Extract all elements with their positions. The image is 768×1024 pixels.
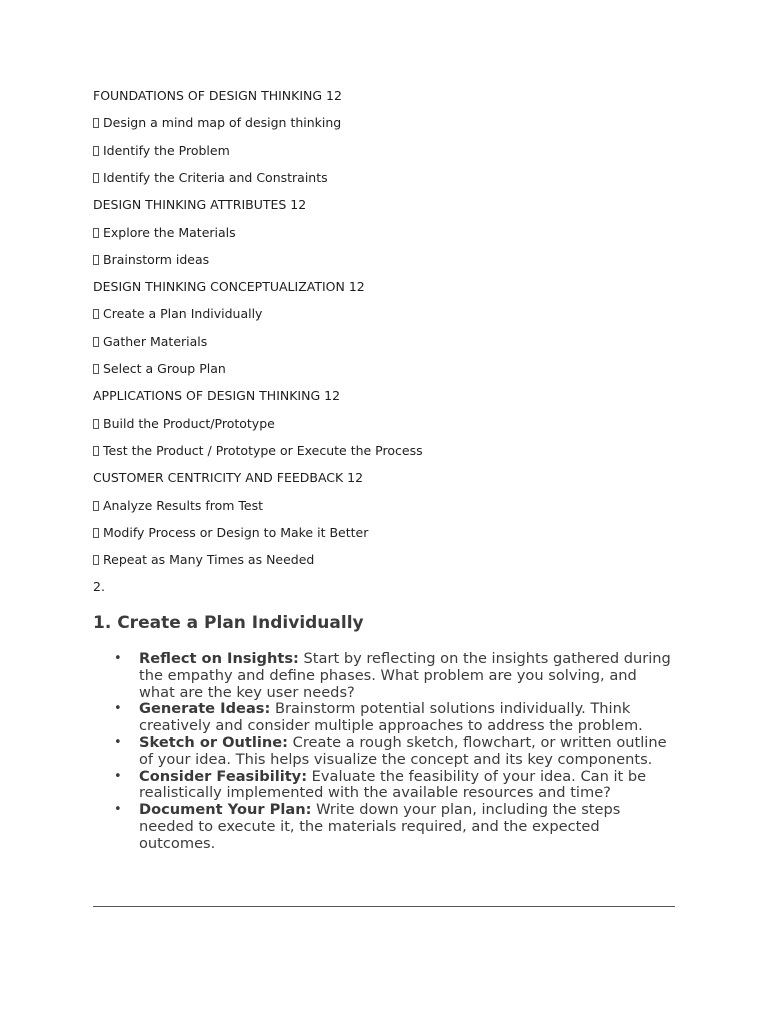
- missing-glyph-box-icon: [93, 309, 99, 319]
- missing-glyph-box-icon: [93, 528, 99, 538]
- outline-text: DESIGN THINKING ATTRIBUTES 12: [93, 197, 307, 213]
- outline-text: Repeat as Many Times as Needed: [103, 552, 315, 568]
- outline-item: [93, 443, 423, 459]
- outline-heading: [93, 197, 306, 213]
- outline-text: Build the Product/Prototype: [103, 415, 275, 431]
- missing-glyph-box-icon: [93, 501, 99, 511]
- outline-heading: [93, 88, 342, 104]
- bullet-icon: •: [114, 651, 122, 666]
- missing-glyph-box-icon: [93, 173, 99, 183]
- plan-step-description: Brainstorm potential solutions individually. Think creatively and consider multiple approaches to address the problem.: [139, 700, 643, 735]
- plan-step-term: Generate Ideas:: [139, 700, 271, 718]
- outline-text: CUSTOMER CENTRICITY AND FEEDBACK 12: [93, 470, 364, 486]
- missing-glyph-box-icon: [93, 146, 99, 156]
- outline-heading: [93, 388, 340, 404]
- plan-step-description: Write down your plan, including the steps needed to execute it, the materials required, and the expected outcomes.: [139, 801, 621, 852]
- plan-step-item: [93, 701, 673, 735]
- outline-text: Test the Product / Prototype or Execute the Process: [103, 442, 423, 458]
- outline-item: [93, 525, 368, 541]
- plan-step-item: [93, 651, 673, 701]
- plan-step-item: [93, 802, 673, 852]
- outline-item: [93, 552, 314, 568]
- plan-step-term: Sketch or Outline:: [139, 733, 289, 751]
- missing-glyph-box-icon: [93, 118, 99, 128]
- missing-glyph-box-icon: [93, 446, 99, 456]
- outline-text: Modify Process or Design to Make it Better: [103, 524, 369, 540]
- outline-text: Analyze Results from Test: [103, 497, 264, 513]
- outline-text: Design a mind map of design thinking: [103, 115, 342, 131]
- outline-item: [93, 225, 236, 241]
- missing-glyph-box-icon: [93, 419, 99, 429]
- outline-text: Explore the Materials: [103, 224, 236, 240]
- outline-text: Select a Group Plan: [103, 361, 226, 376]
- outline-heading: [93, 470, 363, 486]
- outline-item: [93, 115, 341, 131]
- outline-text: DESIGN THINKING CONCEPTUALIZATION 12: [93, 279, 365, 295]
- outline-item: [93, 498, 263, 514]
- outline-item: [93, 334, 207, 350]
- outline-heading: [93, 579, 105, 595]
- plan-step-term: Consider Feasibility:: [139, 767, 308, 785]
- bullet-icon: •: [114, 734, 122, 750]
- plan-steps-list: [93, 651, 673, 853]
- outline-text: Gather Materials: [103, 333, 208, 349]
- plan-step-item: [93, 735, 673, 769]
- outline-text: Identify the Problem: [103, 142, 230, 158]
- plan-step-term: Reflect on Insights:: [139, 650, 299, 667]
- outline-text: 2.: [93, 579, 105, 595]
- bullet-icon: •: [114, 701, 122, 717]
- bullet-icon: •: [114, 802, 122, 818]
- outline-text: Create a Plan Individually: [103, 306, 263, 322]
- horizontal-rule: [93, 906, 675, 907]
- outline-item: [93, 416, 275, 432]
- outline-text: APPLICATIONS OF DESIGN THINKING 12: [93, 388, 341, 404]
- outline-heading: [93, 279, 365, 295]
- missing-glyph-box-icon: [93, 364, 99, 374]
- outline-item: [93, 306, 262, 322]
- outline-item: [93, 252, 209, 268]
- missing-glyph-box-icon: [93, 555, 99, 565]
- outline-text: Identify the Criteria and Constraints: [103, 169, 328, 185]
- plan-step-item: [93, 769, 673, 803]
- outline-item: [93, 170, 328, 186]
- missing-glyph-box-icon: [93, 228, 99, 238]
- outline-item: [93, 143, 230, 159]
- outline-item: [93, 361, 226, 377]
- section-heading: 1. Create a Plan Individually: [93, 613, 364, 633]
- missing-glyph-box-icon: [93, 255, 99, 265]
- plan-step-description: Evaluate the feasibility of your idea. Can it be realistically implemented with the available resources and time?: [139, 767, 647, 802]
- plan-step-description: Start by reflecting on the insights gathered during the empathy and define phases. What problem are you solving, and what are the key user needs?: [139, 650, 671, 701]
- missing-glyph-box-icon: [93, 337, 99, 347]
- plan-step-term: Document Your Plan:: [139, 801, 312, 819]
- outline-text: Brainstorm ideas: [103, 251, 210, 267]
- bullet-icon: •: [114, 768, 122, 784]
- plan-step-description: Create a rough sketch, flowchart, or written outline of your idea. This helps visualize the concept and its key components.: [139, 733, 667, 768]
- outline-text: FOUNDATIONS OF DESIGN THINKING 12: [93, 88, 342, 103]
